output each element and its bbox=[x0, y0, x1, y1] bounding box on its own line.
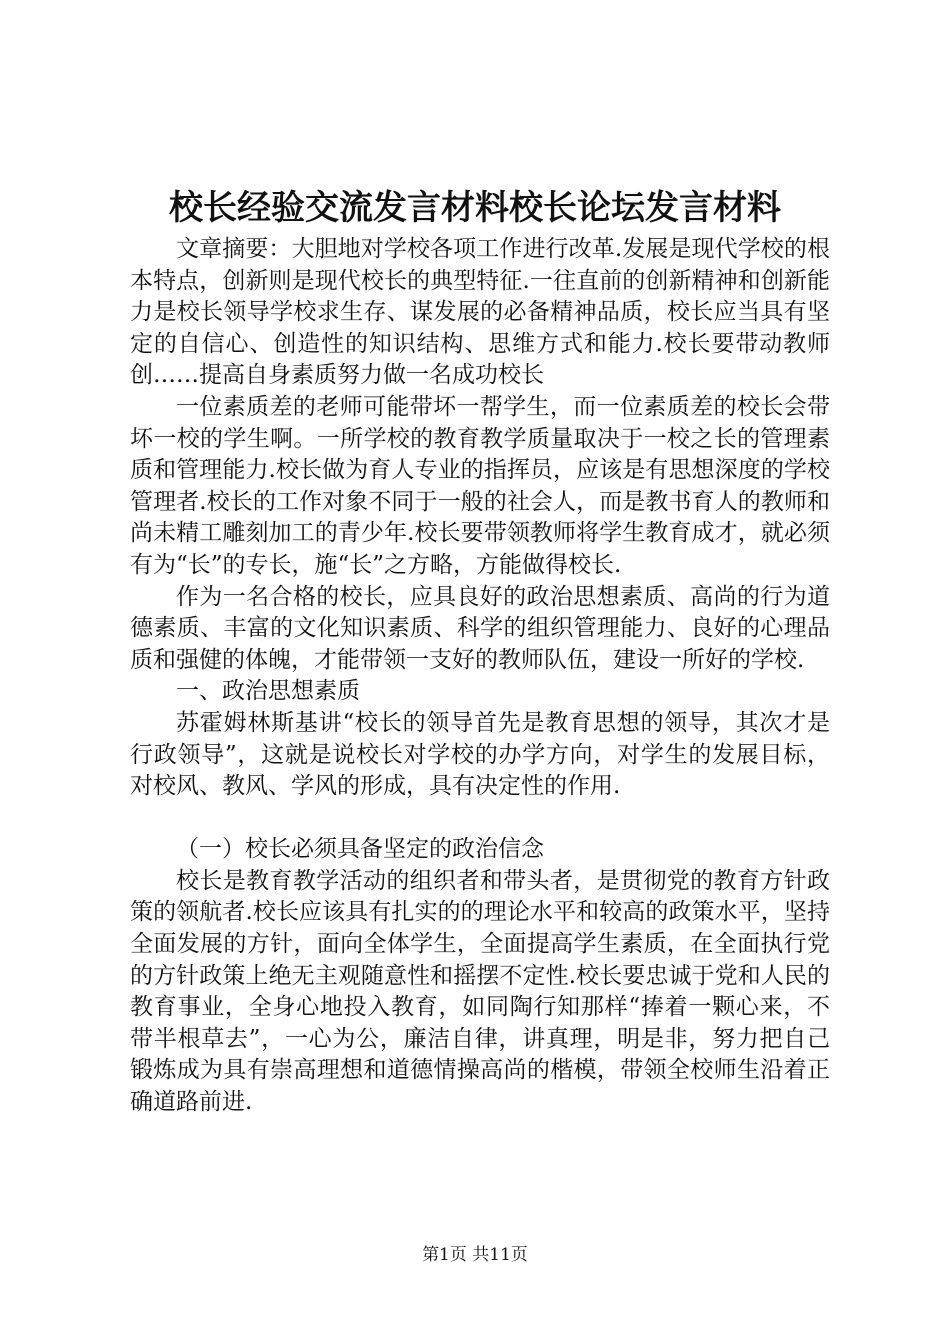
paragraph-abstract: 文章摘要：大胆地对学校各项工作进行改革.发展是现代学校的根本特点，创新则是现代校长的典型特征.一往直前的创新精神和创新能力是校长领导学校求生存、谋发展的必备精神品质，校长应当具有坚定的自信心、创造性的知识结构、思维方式和能力.校长要带动教师创……提高自身素质努力做一名成功校长 bbox=[130, 236, 830, 389]
paragraph: 一位素质差的老师可能带坏一帮学生，而一位素质差的校长会带坏一校的学生啊。一所学校的教育教学质量取决于一校之长的管理素质和管理能力.校长做为育人专业的指挥员，应该是有思想深度的学校管理者.校长的工作对象不同于一般的社会人，而是教书育人的教师和尚未精工雕刻加工的青少年.校长要带领教师将学生教育成才，就必须有为“长”的专长，施“长”之方略，方能做得校长. bbox=[130, 393, 830, 578]
paragraph: 校长是教育教学活动的组织者和带头者，是贯彻党的教育方针政策的领航者.校长应该具有扎实的的理论水平和较高的政策水平，坚持全面发展的方针，面向全体学生，全面提高学生素质，在全面执行党的方针政策上绝无主观随意性和摇摆不定性.校长要忠诚于党和人民的教育事业，全身心地投入教育，如同陶行知那样“捧着一颗心来，不带半根草去”，一心为公，廉洁自律，讲真理，明是非，努力把自己锻炼成为具有崇高理想和道德情操高尚的楷模，带领全校师生沿着正确道路前进. bbox=[130, 867, 830, 1116]
document-title: 校长经验交流发言材料校长论坛发言材料 bbox=[169, 188, 781, 228]
document-body bbox=[130, 234, 830, 1119]
page-number-footer: 第1页 共11页 bbox=[422, 1245, 528, 1265]
paragraph: 作为一名合格的校长，应具良好的政治思想素质、高尚的行为道德素质、丰富的文化知识素质、科学的组织管理能力、良好的心理品质和强健的体魄，才能带领一支好的教师队伍，建设一所好的学校. bbox=[130, 583, 830, 673]
paragraph: 苏霍姆林斯基讲“校长的领导首先是教育思想的领导，其次才是行政领导”，这就是说校长对学校的办学方向，对学生的发展目标，对校风、教风、学风的形成，具有决定性的作用. bbox=[130, 709, 830, 800]
subsection-heading: （一）校长必须具备坚定的政治信念 bbox=[176, 836, 544, 863]
section-heading: 一、政治思想素质 bbox=[176, 678, 360, 705]
